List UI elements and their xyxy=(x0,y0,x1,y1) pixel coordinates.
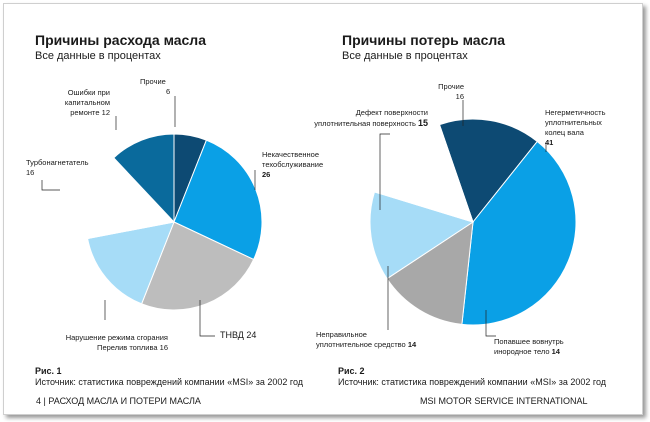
left-chart-subtitle: Все данные в процентах xyxy=(35,50,161,62)
right-chart-subtitle: Все данные в процентах xyxy=(342,50,468,62)
left-chart-title: Причины расхода масла xyxy=(35,32,206,48)
right-label-popav: Попавшее вовнутрь инородное тело 14 xyxy=(494,337,564,356)
left-figure-label: Рис. 1 xyxy=(35,366,62,376)
left-pie xyxy=(86,134,262,310)
left-label-narush: Нарушение режима сгорания Перелив топлива 16 xyxy=(65,333,168,352)
right-label-prochie: Прочие 16 xyxy=(438,82,464,101)
right-figure-source: Источник: статистика повреждений компании «MSI» за 2002 год xyxy=(338,377,607,387)
right-chart-title: Причины потерь масла xyxy=(342,32,506,48)
left-label-turbo: Турбонагнетатель 16 xyxy=(26,158,89,177)
footer-left: 4 | РАСХОД МАСЛА И ПОТЕРИ МАСЛА xyxy=(36,396,201,406)
leader-left-turbo xyxy=(42,180,60,190)
page-number: 4 xyxy=(36,396,42,406)
left-label-tnvd: ТНВД 24 xyxy=(220,330,257,340)
right-pie xyxy=(370,119,576,325)
right-label-defekt: Дефект поверхности уплотнительная поверхность 15 xyxy=(314,108,428,128)
right-label-nepr: Неправильное уплотнительное средство 14 xyxy=(316,330,417,349)
left-label-nekach: Некачественное техобслуживание 26 xyxy=(262,150,324,179)
footer-company: MSI MOTOR SERVICE INTERNATIONAL xyxy=(420,396,588,406)
left-label-prochie: Прочие 6 xyxy=(140,77,171,96)
left-label-oshibki: Ошибки при капитальном ремонте 12 xyxy=(64,88,110,117)
left-figure-source: Источник: статистика повреждений компании «MSI» за 2002 год xyxy=(35,377,304,387)
section-title: РАСХОД МАСЛА И ПОТЕРИ МАСЛА xyxy=(48,396,201,406)
right-figure-label: Рис. 2 xyxy=(338,366,365,376)
right-label-neger: Негерметичность уплотнительных колец вала 41 xyxy=(545,108,606,147)
